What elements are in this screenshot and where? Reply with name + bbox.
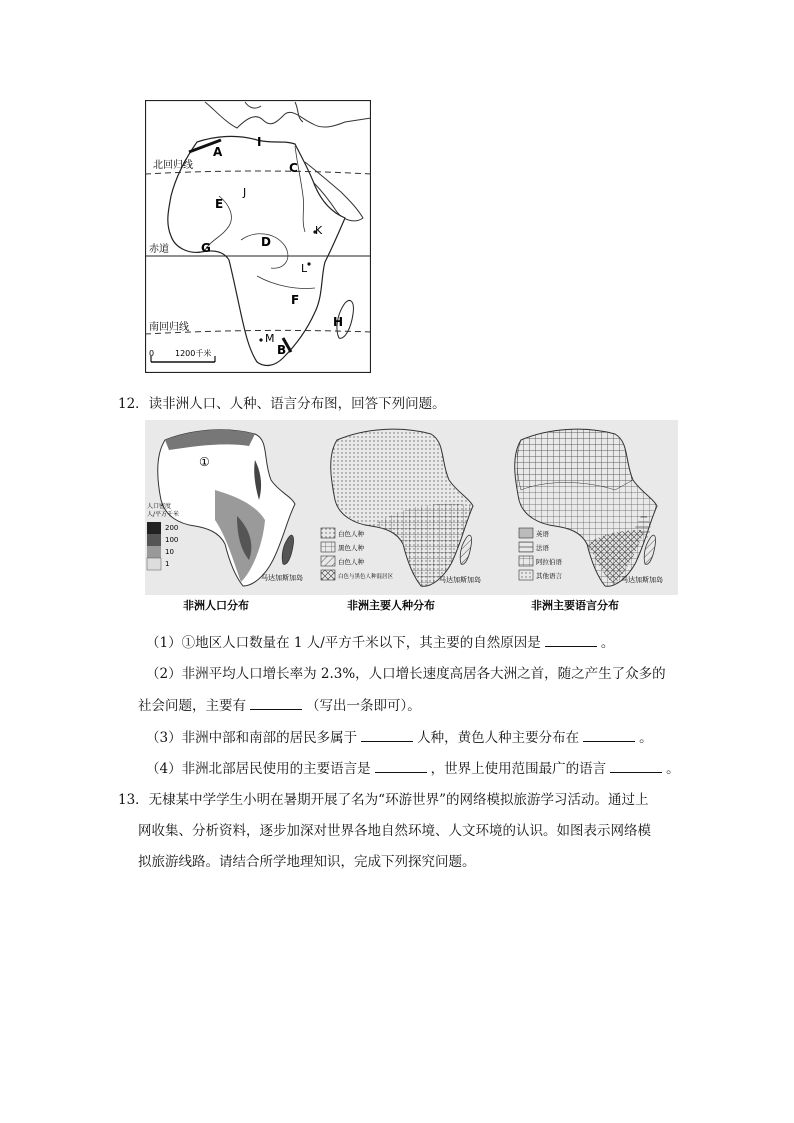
language-legend-3: 其他语言 [536, 572, 562, 580]
q13-line3: 拟旅游线路。请结合所学地理知识，完成下列探究问题。 [138, 854, 476, 870]
language-legend-2: 阿拉伯语 [536, 558, 562, 566]
q12-sub2-text: 社会问题，主要有 [138, 698, 246, 714]
q12-sub2-end: （写出一条即可）。 [306, 698, 421, 714]
tropic-south-label: 南回归线 [149, 322, 189, 333]
q12-sub1 [146, 632, 614, 653]
language-legend-0: 英语 [536, 530, 549, 538]
race-island-label: 马达加斯加岛 [439, 576, 481, 584]
population-legend-100: 100 [165, 536, 179, 544]
equator-label: 赤道 [149, 244, 169, 255]
q12-sub4-text-a: （4）非洲北部居民使用的主要语言是 [146, 761, 371, 777]
scale-zero: 0 [149, 349, 155, 358]
language-legend-1: 法语 [536, 544, 549, 552]
q13-line2: 网收集、分析资料，逐步加深对世界各地自然环境、人文环境的认识。如图表示网络模 [138, 823, 651, 839]
population-legend-10: 10 [165, 548, 174, 556]
race-map-title: 非洲主要人种分布 [347, 599, 435, 612]
q12-sub2-line2 [138, 695, 421, 716]
tropic-north-label: 北回归线 [153, 160, 193, 171]
population-island-label: 马达加斯加岛 [261, 574, 303, 582]
three-maps-svg [145, 420, 678, 615]
map-label-B: B [277, 343, 287, 357]
q12-sub4-blank-2[interactable] [610, 758, 662, 773]
q12-sub3-text-b: 人种，黄色人种主要分布在 [417, 730, 580, 746]
population-map-title: 非洲人口分布 [183, 599, 249, 612]
q12-sub4 [146, 758, 680, 779]
map-label-K: K [315, 224, 323, 237]
race-legend-2: 白色人种 [338, 558, 364, 566]
q12-sub4-end: 。 [666, 761, 680, 777]
africa-three-maps [145, 420, 678, 615]
q12-sub3-blank-1[interactable] [361, 727, 413, 742]
africa-map-svg [145, 100, 371, 373]
map-label-E: E [215, 197, 224, 211]
q13-line1: 13．无棣某中学学生小明在暑期开展了名为“环游世界”的网络模拟旅游学习活动。通过上 [118, 792, 649, 808]
map-label-M: M [265, 332, 275, 345]
language-map-title: 非洲主要语言分布 [531, 599, 619, 612]
population-marker: ① [199, 455, 210, 469]
race-legend-0: 白色人种 [338, 530, 364, 538]
language-island-label: 马达加斯加岛 [621, 576, 663, 584]
map-label-D: D [261, 235, 271, 249]
map-label-C: C [289, 161, 298, 175]
map-label-L: L [301, 262, 308, 275]
population-legend-unit: 人/平方千米 [147, 511, 180, 518]
population-legend-title: 人口密度 [147, 503, 172, 510]
race-legend-1: 黑色人种 [338, 544, 364, 552]
map-label-F: F [291, 293, 300, 307]
population-legend-1: 1 [165, 560, 170, 568]
q12-sub3-blank-2[interactable] [583, 727, 635, 742]
q12-sub2-blank[interactable] [250, 695, 302, 710]
race-legend-3: 白色与黑色人种混居区 [338, 574, 394, 580]
map-label-J: J [243, 186, 247, 199]
map-label-A: A [213, 145, 223, 159]
africa-reference-map [145, 100, 371, 373]
scale-value: 1200千米 [175, 349, 212, 358]
q12-sub1-end: 。 [600, 635, 615, 651]
q12-sub2-line1: （2）非洲平均人口增长率为 2.3%，人口增长速度高居各大洲之首，随之产生了众多的 [146, 666, 666, 682]
map-label-G: G [201, 241, 211, 255]
q12-sub4-blank-1[interactable] [375, 758, 427, 773]
q12-sub3-text-a: （3）非洲中部和南部的居民多属于 [146, 730, 358, 746]
population-legend-200: 200 [165, 524, 179, 532]
q12-sub3 [146, 727, 653, 748]
q12-sub1-blank[interactable] [545, 632, 597, 647]
q12-stem: 12．读非洲人口、人种、语言分布图，回答下列问题。 [118, 396, 446, 412]
map-label-H: H [333, 315, 344, 329]
q12-sub1-text: （1）①地区人口数量在 1 人/平方千米以下，其主要的自然原因是 [146, 635, 541, 651]
q12-sub3-end: 。 [639, 730, 653, 746]
map-label-I: I [257, 135, 262, 149]
q12-sub4-text-b: ，世界上使用范围最广的语言 [430, 761, 607, 777]
